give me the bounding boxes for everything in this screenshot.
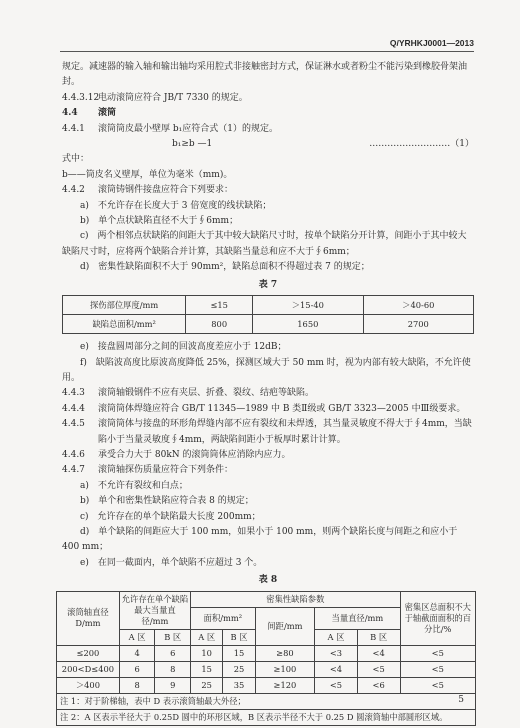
section-title: 滚筒: [98, 108, 117, 119]
table-cell: <5: [400, 677, 475, 693]
table-cell: ＞400: [57, 677, 120, 693]
header-shaft-diameter: 滚筒轴直径 D/mm: [57, 591, 120, 645]
list-item: a) 不允许有裂纹和白点；: [80, 480, 188, 491]
table-8-caption: 表 8: [258, 575, 278, 586]
table-note-row: [57, 709, 476, 725]
clause-4-4-2: [62, 183, 474, 198]
clause-number: 4.4.1: [62, 123, 85, 134]
list-item: a) 不允许存在长度大于 3 倍宽度的线状缺陷；: [80, 200, 272, 211]
header-spacing: 间距/mm: [255, 607, 314, 645]
list-item: e) 接盘圆周部分之间的回波高度差应小于 12dB；: [80, 342, 287, 353]
list-item: c) 两个相邻点状缺陷的间距大于其中较大缺陷尺寸时，按单个缺陷分开计算，间距小于其中较大缺陷尺寸时，应将两个缺陷合并计算，其缺陷当量总和应不大于∮6mm；: [62, 231, 467, 257]
table-cell: <5: [357, 661, 400, 677]
header-dense-defect: 密集性缺陷参数: [191, 591, 401, 607]
table-cell: <3: [315, 645, 358, 661]
table-row: [63, 296, 474, 315]
clause-4-4-3: [62, 386, 474, 401]
list-item: f) 缺陷波高度比原波高度降低 25%，探测区域大于 50 mm 时，视为内部有较大缺陷，不允许使用。: [62, 357, 471, 383]
clause-text: 滚筒筒体焊缝应符合 GB/T 11345—1989 中 B 类Ⅱ级或 GB/T 3323—2005 中Ⅲ级要求。: [98, 403, 466, 414]
clause-number: 4.4.4: [62, 403, 85, 414]
list-item: b) 单个点状缺陷直径不大于∮6mm；: [80, 216, 239, 227]
header-equivalent-diameter: 当量直径/mm: [315, 607, 400, 629]
table-cell: ≥120: [255, 677, 314, 693]
clause-4-4-5: [62, 417, 474, 448]
where-label: 式中：: [62, 154, 90, 165]
clause-4-4-6: [62, 448, 474, 463]
clause-text: 承受合力大于 80kN 的滚筒筒体应消除内应力。: [98, 449, 291, 460]
table-cell: 2700: [363, 315, 473, 334]
section-4-4: [62, 106, 474, 121]
table-row: [57, 677, 476, 693]
document-body: [62, 60, 474, 726]
list-item: d) 密集性缺陷面积不大于 90mm²，缺陷总面积不得超过表 7 的规定；: [80, 262, 370, 273]
clause-number: 4.4.3: [62, 388, 85, 399]
list-item: b) 单个和密集性缺陷应符合表 8 的规定；: [80, 496, 254, 507]
table-7-caption: 表 7: [258, 279, 278, 290]
table-cell: <5: [400, 645, 475, 661]
table-row: [57, 645, 476, 661]
table-cell: 800: [186, 315, 253, 334]
table-cell: <6: [357, 677, 400, 693]
table-row: [57, 661, 476, 677]
header-area-percent: 密集区总面积不大于轴截面面积的百分比/%: [400, 591, 475, 645]
clause-number: 4.4.2: [62, 185, 85, 196]
list-item: e) 在同一截面内，单个缺陷不应超过 3 个。: [80, 557, 263, 568]
table-cell: 6: [119, 661, 155, 677]
table-cell: <5: [400, 661, 475, 677]
table-cell: 25: [191, 677, 223, 693]
table-cell: 25: [223, 661, 255, 677]
table-cell: 15: [191, 661, 223, 677]
table-cell: ≥80: [255, 645, 314, 661]
clause-4-4-1: [62, 122, 474, 137]
table-cell: 8: [155, 661, 191, 677]
list-item: d) 单个缺陷的间距应大于 100 mm，如果小于 100 mm，则两个缺陷长度与间距之和应小于 400 mm；: [62, 526, 458, 553]
header-zone-b: B 区: [155, 629, 191, 645]
table-cell: 200<D≤400: [57, 661, 120, 677]
clause-text: 滚筒筒皮最小壁厚 b₁应符合式（1）的规定。: [98, 123, 278, 134]
table-cell: ≤200: [57, 645, 120, 661]
table-8: [56, 591, 476, 726]
table-cell: 9: [155, 677, 191, 693]
header-zone-a: A 区: [315, 629, 358, 645]
table-7: [62, 295, 474, 334]
table-cell: 探伤部位厚度/mm: [63, 296, 186, 315]
clause-text: 电动滚筒应符合 JB/T 7330 的规定。: [98, 92, 248, 103]
table-cell: 4: [119, 645, 155, 661]
clause-text: 滚筒轴锻钢件不应有夹层、折叠、裂纹、结疤等缺陷。: [98, 388, 315, 399]
table-cell: 缺陷总面积/mm²: [63, 315, 186, 334]
clause-text: 滚筒铸钢件接盘应符合下列要求：: [98, 185, 234, 196]
table-cell: 1650: [253, 315, 363, 334]
table-cell: ≤15: [186, 296, 253, 315]
table-cell: ＞40-60: [363, 296, 473, 315]
clause-4-4-7: [62, 463, 474, 478]
table-note-row: [57, 693, 476, 709]
clause-number: 4.4.5: [62, 419, 85, 430]
page-number: 5: [458, 695, 464, 705]
clause-number: 4.4.7: [62, 465, 85, 476]
document-number: Q/YRHKJ0001—2013: [389, 38, 474, 48]
table-note: 注 1：对于阶梯轴，表中 D 表示滚筒轴最大外径；: [57, 693, 476, 709]
table-cell: 35: [223, 677, 255, 693]
table-header-row: [57, 591, 476, 607]
header-zone-a: A 区: [191, 629, 223, 645]
header-area: 面积/mm²: [191, 607, 256, 629]
table-cell: 10: [191, 645, 223, 661]
clause-number: 4.4.3.12: [62, 92, 100, 103]
table-cell: <5: [315, 677, 358, 693]
table-row: [63, 315, 474, 334]
clause-4-4-3-12: [62, 91, 474, 106]
paragraph-continuation: 规定。减速器的输入轴和输出轴均采用腔式非接触密封方式，保证淋水或者粉尘不能污染到橡胶骨架油封。: [62, 62, 468, 88]
table-cell: ＞15-40: [253, 296, 363, 315]
table-cell: 15: [223, 645, 255, 661]
formula-number: ………………………（1）: [369, 139, 474, 150]
where-definition: b——筒皮名义壁厚，单位为毫米（mm)。: [62, 169, 233, 180]
section-number: 4.4: [62, 108, 78, 119]
header-zone-b: B 区: [357, 629, 400, 645]
table-note: 注 2：A 区表示半径大于 0.25D 圆中的环形区域，B 区表示半径不大于 0.25 D 圆滚筒轴中部圆形区域。: [57, 709, 476, 725]
clause-text: 滚筒轴探伤质量应符合下列条件：: [98, 465, 234, 476]
formula-expression: b₁≥b —1: [172, 139, 213, 150]
header-zone-a: A 区: [119, 629, 155, 645]
header-single-defect: 允许存在单个缺陷最大当量直径/mm: [119, 591, 190, 629]
table-cell: 6: [155, 645, 191, 661]
header-rule: [60, 51, 474, 52]
table-cell: 8: [119, 677, 155, 693]
table-cell: <4: [357, 645, 400, 661]
clause-number: 4.4.6: [62, 449, 85, 460]
formula-1: [62, 137, 474, 152]
header-zone-b: B 区: [223, 629, 255, 645]
table-cell: <4: [315, 661, 358, 677]
table-cell: ≥100: [255, 661, 314, 677]
list-item: c) 允许存在的单个缺陷最大长度 200mm；: [80, 511, 261, 522]
clause-4-4-4: [62, 402, 474, 417]
clause-text: 滚筒筒体与接盘的环形角焊缝内部不应有裂纹和未焊透，其当量灵敏度不得大于∮4mm，当缺陷小于当量灵敏度∮4mm，两缺陷间距小于板厚时累计计算。: [98, 419, 472, 445]
